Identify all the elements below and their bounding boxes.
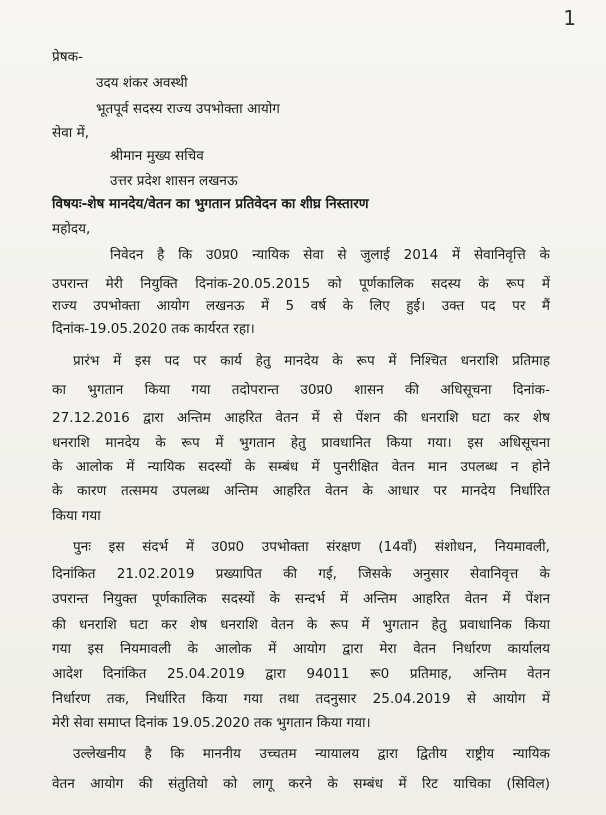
para3-line: आदेश दिनांकित 25.04.2019 द्वारा 94011 रू0 प्रतिमाह, अन्तिम वेतन	[52, 666, 550, 682]
para4-line: वेतन आयोग की संतुतियो को लागू करने के सम्बंध में रिट याचिका (सिविल)	[52, 776, 550, 792]
to-label: सेवा में,	[52, 125, 90, 141]
para2-line: का भुगतान किया गया तदोपरान्त उ0प्र0 शासन की अधिसूचना दिनांक-	[52, 382, 550, 398]
para3-line: उपरान्त नियुक्त पूर्णकालिक सदस्यों के सन्दर्भ में अन्तिम आहरित वेतन में पेंशन	[52, 591, 550, 607]
para1-line: राज्य उपभोक्ता आयोग लखनऊ में 5 वर्ष के लिए हुई। उक्त पद पर मैं	[52, 298, 550, 314]
para2-line: 27.12.2016 द्वारा अन्तिम आहरित वेतन में से पेंशन की धनराशि घटा कर शेष	[52, 410, 550, 426]
sender-label: प्रेषक-	[52, 49, 83, 65]
para1-line: उपरान्त मेरी नियुक्ति दिनांक-20.05.2015 को पूर्णकालिक सदस्य के रूप में	[52, 276, 550, 292]
para3-line: मेरी सेवा समाप्त दिनांक 19.05.2020 तक भुगतान किया गया।	[52, 715, 371, 731]
para2-line: के कारण तत्समय उपलब्ध अन्तिम आहरित वेतन के आधार पर मानदेय निर्धारित	[52, 483, 550, 499]
para3-line: पुनः इस संदर्भ में उ0प्र0 उपभोक्ता संरक्षण (14वॉं) संशोधन, नियमावली,	[73, 539, 550, 555]
para2-line: किया गया	[52, 508, 101, 524]
recipient-name: श्रीमान मुख्य सचिव	[110, 148, 204, 164]
subject-line: विषयः-शेष मानदेय/वेतन का भुगतान प्रतिवेदन का शीघ्र निस्तारण	[52, 196, 369, 212]
para1-line: दिनांक-19.05.2020 तक कार्यरत रहा।	[52, 321, 255, 337]
para2-line: प्रारंभ में इस पद पर कार्य हेतु मानदेय के रूप में निश्चित धनराशि प्रतिमाह	[73, 353, 550, 369]
page-number: 1	[563, 6, 576, 30]
sender-name: उदय शंकर अवस्थी	[96, 75, 188, 91]
salutation: महोदय,	[52, 221, 91, 237]
para3-line: की धनराशि घटा कर शेष धनराशि वेतन के रूप में भुगतान हेतु प्रवाधानिक किया	[52, 617, 550, 633]
para3-line: निर्धारण तक, निर्धारित किया गया तथा तदनुसार 25.04.2019 से आयोग में	[52, 691, 550, 707]
sender-title: भूतपूर्व सदस्य राज्य उपभोक्ता आयोग	[96, 101, 280, 117]
para3-line: दिनांकित 21.02.2019 प्रख्यापित की गई, जिसके अनुसार सेवानिवृत्त के	[52, 566, 550, 582]
para3-line: गया इस नियमावली के आलोक में आयोग द्वारा मेरा वेतन निर्धारण कार्यालय	[52, 641, 550, 657]
recipient-office: उत्तर प्रदेश शासन लखनऊ	[110, 173, 238, 189]
para4-line: उल्लेखनीय है कि माननीय उच्चतम न्यायालय द्वारा द्वितीय राष्ट्रीय न्यायिक	[73, 746, 550, 762]
para1-line: निवेदन है कि उ0प्र0 न्यायिक सेवा से जुलाई 2014 में सेवानिवृत्ति के	[110, 247, 550, 263]
para2-line: धनराशि मानदेय के रूप में भुगतान हेतु प्रावधानित किया गया। इस अधिसूचना	[52, 435, 550, 451]
para2-line: के आलोक में न्यायिक सदस्यों के सम्बंध में पुनरीक्षित वेतन मान उपलब्ध न होने	[52, 459, 550, 475]
